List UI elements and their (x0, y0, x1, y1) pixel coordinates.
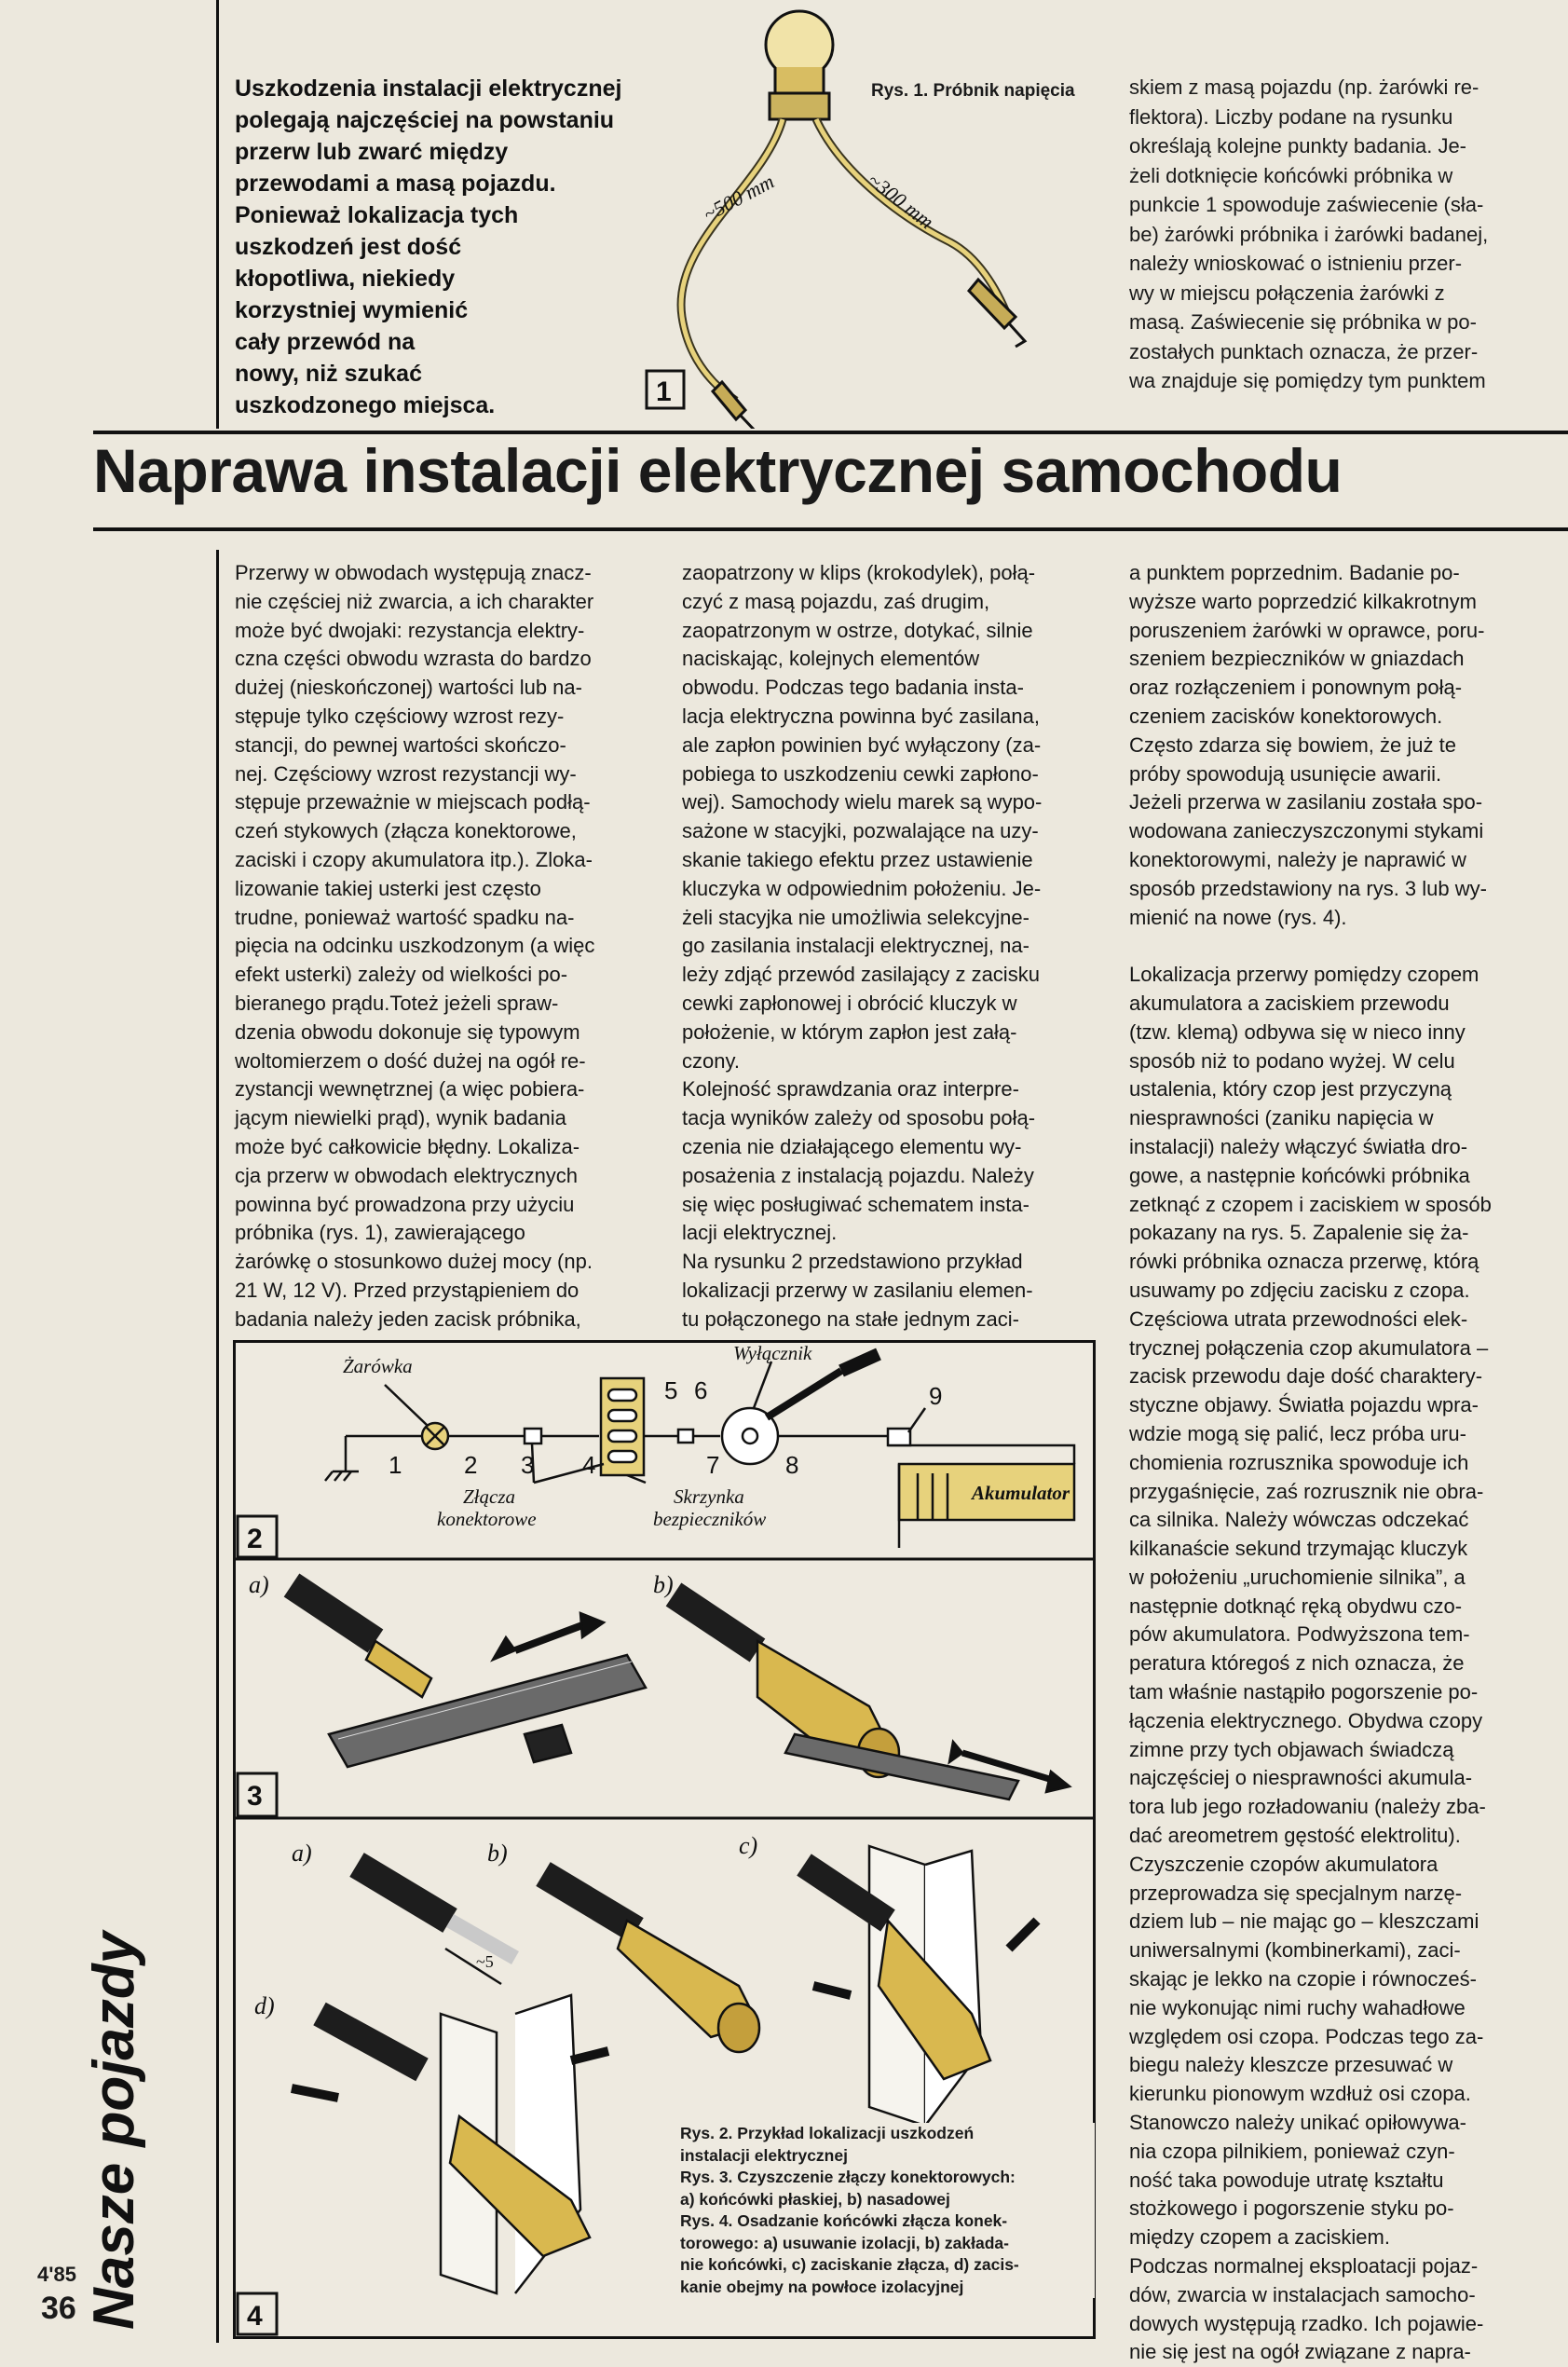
figure-2-label-battery: Akumulator (972, 1482, 1070, 1504)
body-column-2: zaopatrzony w klips (krokodylek), połą- czyć z masą pojazdu, zaś drugim, zaopatrzonym w ostrze, dotykać, silnie naciskając, kolejnych elementów obwodu. Podczas tego badania insta- lacja elektryczna powinna być zasilana, ale zapłon powinien być wyłączony (za- pobiega to uszkodzeniu cewki zapłono- wej). Samochody wielu marek są wypo- sażone w stacyjki, pozwalające na uzy- skanie takiego efektu przez ustawienie kluczyka w odpowiednim położeniu. Je- żeli stacyjka nie umożliwia selekcyjne- go zasilania instalacji elektrycznej, na- leży zdjąć przewód zasilający z zacisku cewki zapłonowej i obrócić kluczyk w położenie, w którym zapłon jest załą- czony. Kolejność sprawdzania oraz interpre- tacja wyników zależy od sposobu połą- czenia nie działającego elementu wy- posażenia z instalacją pojazdu. Należy się więc posługiwać schematem insta- lacji elektrycznej. Na rysunku 2 przedstawiono przykład lokalizacji przerwy w zasilaniu elemen- tu połączonego na stałe jednym zaci- (682, 561, 1043, 1331)
point-9: 9 (929, 1382, 943, 1410)
figure-3-label-a: a) (249, 1571, 269, 1598)
figure-1-label-300: ~300 mm (863, 168, 939, 234)
point-6: 6 (694, 1376, 708, 1404)
point-4: 4 (582, 1451, 596, 1479)
figure-2-label-fusebox-2: bezpieczników (653, 1508, 767, 1530)
figure-2-number: 2 (247, 1524, 263, 1554)
figure-4-label-a: a) (292, 1840, 312, 1867)
point-2: 2 (464, 1451, 478, 1479)
intro-right-column: skiem z masą pojazdu (np. żarówki re- flektora). Liczby podane na rysunku określają kolejne punkty badania. Je- żeli dotknięcie końcówki próbnika w punkcie 1 spowoduje zaświecenie (sła- be) żarówki próbnika i żarówki badanej, należy wnioskować o istnieniu przer- wy w miejscu połączenia żarówki z masą. Zaświecenie się próbnika w po- zostałych punktach oznacza, że przer- wa znajduje się pomiędzy tym punktem (1129, 75, 1489, 392)
figure-1-number: 1 (656, 376, 672, 407)
figure-2-label-connectors: Złącza (463, 1485, 516, 1508)
section-label: Nasze pojazdy (82, 1931, 146, 2330)
figure-1-label-500: ~500 mm (699, 169, 778, 226)
figure-2-label-switch: Wyłącznik (733, 1343, 812, 1364)
lead-paragraph: Uszkodzenia instalacji elektrycznej polegają najczęściej na powstaniu przerw lub zwarć między przewodami a masą pojazdu. Ponieważ lokalizacja tych uszkodzeń jest dość kłopotliwa, niekiedy korzystniej wymienić cały przewód na nowy, niż szukać uszkodzonego miejsca. (235, 75, 622, 418)
point-1: 1 (389, 1451, 402, 1479)
figure-4-label-dim: ~5 (476, 1952, 494, 1971)
title-bottom-rule (93, 527, 1568, 531)
figures-2-4-captions: Rys. 2. Przykład lokalizacji uszkodzeń instalacji elektrycznej Rys. 3. Czyszczenie złączy konektorowych: a) końcówki płaskiej, b) nasadowej Rys. 4. Osadzanie końcówki złącza konek- torowego: a) usuwanie izolacji, b) zakłada- nie końcówki, c) zaciskanie złącza, d) zacis- kanie obejmy na powłoce izolacyjnej (680, 2123, 1095, 2298)
body-column-3: a punktem poprzednim. Badanie po- wyższe warto poprzedzić kilkakrotnym poruszeniem żarówki w oprawce, poru- szeniem bezpieczników w gniazdach oraz rozłączeniem i ponownym połą- czeniem zacisków konektorowych. Często zdarza się bowiem, że już te próby spowodują usunięcie awarii. Jeżeli przerwa w zasilaniu została spo- wodowana zanieczyszczonymi stykami konektorowymi, należy je naprawić w sposób przedstawiony na rys. 3 lub wy- mienić na nowe (rys. 4). Lokalizacja przerwy pomiędzy czopem akumulatora a zaciskiem przewodu (tzw. klemą) odbywa się w nieco inny sposób niż to podano wyżej. W celu ustalenia, który czop jest przyczyną niesprawności (zaniku napięcia w instalacji) należy włączyć światła dro- gowe, a następnie końcówki próbnika zetknąć z czopem i zaciskiem w sposób pokazany na rys. 5. Zapalenie się ża- rówki próbnika oznacza przerwę, którą usuwamy po zdjęciu zacisku z czopa. Częściowa utrata przewodności elek- trycznej połączenia czop akumulatora – zacisk przewodu daje dość charaktery- styczne objawy. Światła pojazdu wpra- wdzie mogą się palić, lecz próba uru- chomienia rozrusznika spowoduje ich przygaśnięcie, zaś rozrusznik nie obra- ca silnika. Należy wówczas odczekać kilkanaście sekund trzymając kluczyk w położeniu „uruchomienie silnika”, a następnie dotknąć ręką obydwu czo- pów akumulatora. Podwyższona tem- peratura któregoś z nich oznacza, że tam właśnie nastąpiło pogorszenie po- łączenia elektrycznego. Obydwa czopy zimne przy tych objawach świadczą najczęściej o niesprawności akumula- tora lub jego rozładowaniu (należy zba- dać areometrem gęstość elektrolitu). Czyszczenie czopów akumulatora przeprowadza się specjalnym narzę- dziem lub – nie mając go – kleszczami uniwersalnymi (kombinerkami), zaci- skając je lekko na czopie i równocześ- nie wykonując nimi ruchy wahadłowe względem osi czopa. Podczas tego za- biegu należy kleszcze przesuwać w kierunku pionowym wzdłuż osi czopa. Stanowczo należy unikać opiłowywa- nia czopa pilnikiem, ponieważ czyn- ność taka powoduje utratę kształtu stożkowego i pogorszenie styku po- między czopem a zaciskiem. Podczas normalnej eksploatacji pojaz- dów, zwarcia w instalacjach samocho- dowych występują rzadko. Ich pojawie- nie się jest na ogół związane z napra- (1129, 561, 1492, 2364)
issue-number: 4'85 (37, 2263, 76, 2286)
figure-1-caption: Rys. 1. Próbnik napięcia (871, 81, 1075, 101)
figure-2-label-bulb: Żarówka (343, 1355, 413, 1377)
point-5: 5 (664, 1376, 678, 1404)
figure-2-label-connectors-2: konektorowe (437, 1508, 537, 1530)
figure-3-number: 3 (247, 1781, 263, 1812)
point-3: 3 (521, 1451, 535, 1479)
body-column-1: Przerwy w obwodach występują znacz- nie częściej niż zwarcia, a ich charakter może być dwojaki: rezystancja elektry- czna części obwodu wzrasta do bardzo dużej (nieskończonej) wartości lub na- stępuje tylko częściowy wzrost rezy- stancji, do pewnej wartości skończo- nej. Częściowy wzrost rezystancji wy- stępuje przeważnie w miejscach podłą- czeń stykowych (złącza konektorowe, zaciski i czopy akumulatora itp.). Zloka- lizowanie takiej usterki jest często trudne, ponieważ wartość spadku na- pięcia na odcinku uszkodzonym (a więc efekt usterki) zależy od wielkości po- bieranego prądu.Toteż jeżeli spraw- dzenia obwodu dokonuje się typowym woltomierzem o dość dużej na ogół re- zystancji wewnętrznej (a więc pobiera- jącym niewielki prąd), wynik badania może być całkowicie błędny. Lokaliza- cja przerw w obwodach elektrycznych powinna być prowadzona przy użyciu próbnika (rys. 1), zawierającego żarówkę o stosunkowo dużej mocy (np. 21 W, 12 V). Przed przystąpieniem do badania należy jeden zacisk próbnika, (235, 561, 595, 1331)
figure-2-label-fusebox: Skrzynka (674, 1485, 744, 1508)
figure-4-label-b: b) (487, 1840, 508, 1867)
figure-3-drawing (249, 1571, 1070, 1799)
article-title: Naprawa instalacji elektrycznej samochodu (93, 436, 1343, 505)
left-margin-rule-lower (216, 550, 219, 2343)
page-number: 36 (41, 2291, 76, 2326)
point-8: 8 (785, 1451, 799, 1479)
figure-4-number: 4 (247, 2301, 263, 2332)
figure-3-label-b: b) (653, 1571, 674, 1598)
figure-4-label-d: d) (254, 1992, 275, 2019)
point-7: 7 (706, 1451, 720, 1479)
figure-4-label-c: c) (739, 1832, 758, 1859)
